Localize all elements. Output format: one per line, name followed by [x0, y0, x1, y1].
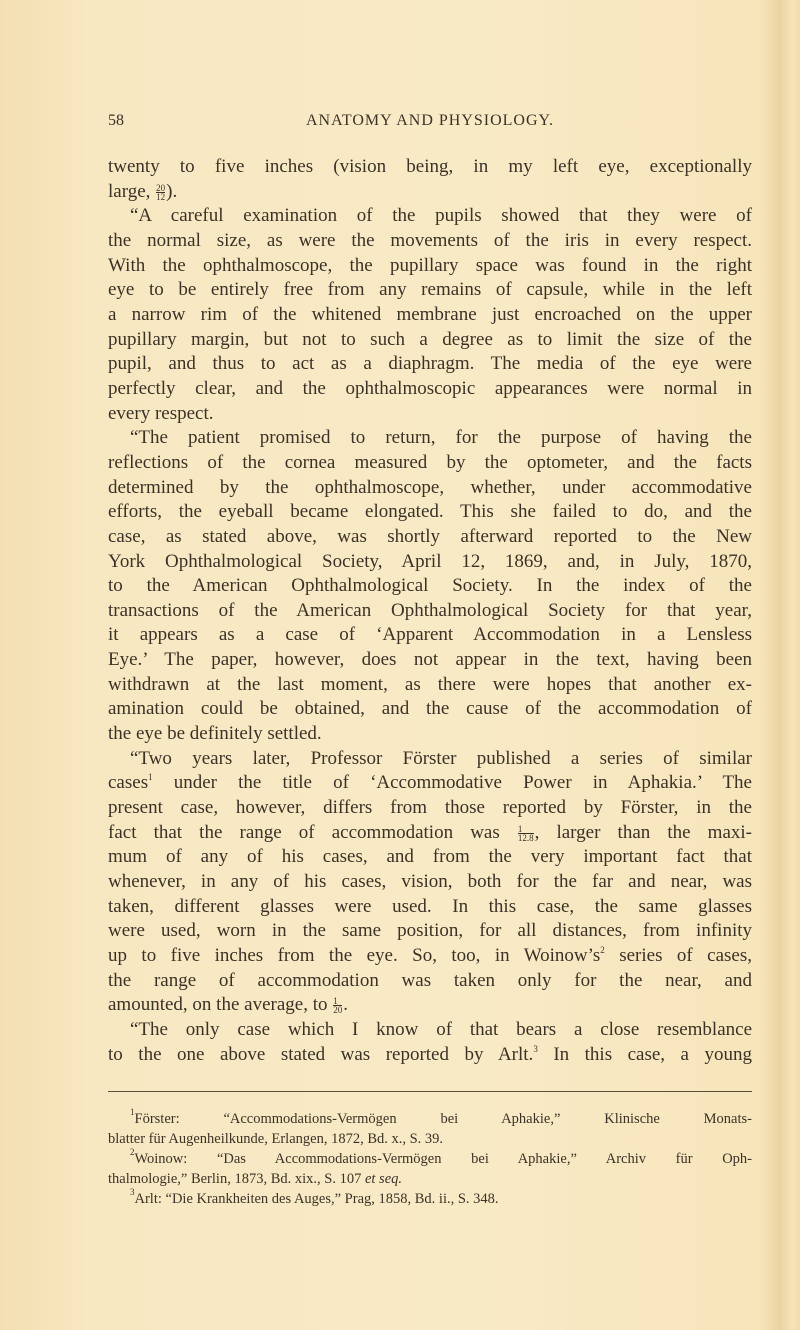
- footnote-line: [108, 1129, 752, 1149]
- text-run: taken, different glasses were used. In this case, the same glasses: [108, 895, 752, 917]
- text-run: mum of any of his cases, and from the very important fact that: [108, 846, 752, 868]
- text-run: fact that the range of accommodation was: [108, 821, 517, 843]
- footnote-marker: 3: [130, 1187, 135, 1197]
- text-line: [108, 402, 752, 427]
- text-line: [108, 155, 752, 180]
- text-line: [108, 944, 752, 969]
- text-line: [108, 697, 752, 722]
- text-run: amounted, on the average, to: [108, 994, 333, 1016]
- text-run: , larger than the maxi-: [534, 821, 752, 843]
- text-run: “Two years later, Professor Förster published a series of similar: [130, 747, 752, 769]
- text-line: [108, 870, 752, 895]
- text-run: series of cases,: [604, 945, 752, 966]
- footnote-marker: 2: [130, 1147, 135, 1157]
- footnote-divider: [108, 1091, 752, 1092]
- text-line: [108, 771, 752, 796]
- fraction-numerator: 20: [156, 182, 166, 193]
- text-run: “The patient promised to return, for the purpose of having the: [130, 427, 752, 449]
- text-run: every respect.: [108, 402, 214, 424]
- text-run: withdrawn at the last moment, as there were hopes that another ex-: [108, 673, 752, 695]
- text-run: perfectly clear, and the ophthalmoscopic appearances were normal in: [108, 377, 752, 399]
- text-run: a narrow rim of the whitened membrane just encroached on the upper: [108, 303, 752, 325]
- page-number: 58: [108, 112, 124, 129]
- text-run: thalmologie,” Berlin, 1873, Bd. xix., S. 107: [108, 1171, 365, 1187]
- text-run: Woinow: “Das Accommodations-Vermögen bei Aphakie,” Archiv für Oph-: [134, 1151, 752, 1167]
- text-line: [108, 204, 752, 229]
- text-run: transactions of the American Ophthalmological Society for that year,: [108, 599, 752, 621]
- text-line: [108, 574, 752, 599]
- footnote-line: [108, 1149, 752, 1169]
- text-line: [108, 623, 752, 648]
- italic-run: et seq.: [364, 1171, 403, 1187]
- text-line: [108, 229, 752, 254]
- text-line: [108, 500, 752, 525]
- text-run: the eye be definitely settled.: [108, 723, 322, 745]
- text-line: [108, 845, 752, 870]
- text-line: [108, 673, 752, 698]
- text-line: [108, 1043, 752, 1068]
- text-run: whenever, in any of his cases, vision, both for the far and near, was: [108, 871, 752, 893]
- text-run: eye to be entirely free from any remains of capsule, while in the left: [108, 279, 752, 301]
- footnote-marker: 2: [600, 945, 605, 955]
- fraction-denominator: 12: [156, 191, 166, 202]
- text-line: [108, 1018, 752, 1043]
- text-line: [108, 821, 752, 846]
- fraction-numerator: 1: [518, 825, 534, 834]
- text-run: twenty to five inches (vision being, in my left eye, exceptionally: [108, 156, 752, 177]
- fraction: [156, 184, 165, 201]
- text-line: [108, 352, 752, 377]
- text-run: present case, however, differs from those reported by Förster, in the: [108, 797, 752, 819]
- text-run: blatter für Augenheilkunde, Erlangen, 1872, Bd. x., S. 39.: [108, 1131, 444, 1147]
- text-line: [108, 377, 752, 402]
- fraction: [518, 825, 534, 842]
- text-run: cases: [108, 772, 149, 794]
- text-line: [108, 722, 752, 747]
- text-line: [108, 747, 752, 772]
- text-line: [108, 796, 752, 821]
- text-run: the normal size, as were the movements of the iris in every respect.: [108, 229, 752, 251]
- footnote-marker: 1: [148, 772, 153, 783]
- text-run: were used, worn in the same position, for all distances, from infinity: [108, 920, 752, 942]
- text-run: under the title of ‘Accommodative Power in Aphakia.’ The: [152, 772, 752, 794]
- text-run: With the ophthalmoscope, the pupillary space was found in the right: [108, 254, 752, 276]
- text-line: [108, 648, 752, 673]
- text-line: [108, 476, 752, 501]
- text-run: pupil, and thus to act as a diaphragm. The media of the eye were: [108, 353, 752, 375]
- fraction: [333, 997, 342, 1014]
- running-header: [108, 112, 752, 136]
- text-line: [108, 919, 752, 944]
- text-run: amination could be obtained, and the cause of the accommodation of: [108, 698, 752, 720]
- footnote-line: [108, 1109, 752, 1129]
- text-run: it appears as a case of ‘Apparent Accommodation in a Lensless: [108, 624, 752, 646]
- text-line: [108, 599, 752, 624]
- text-line: [108, 426, 752, 451]
- text-line: [108, 525, 752, 550]
- fraction-numerator: 1: [333, 997, 342, 1006]
- text-run: Eye.’ The paper, however, does not appear in the text, having been: [108, 649, 752, 671]
- footnote-marker: 3: [533, 1043, 538, 1054]
- text-run: York Ophthalmological Society, April 12, 1869, and, in July, 1870,: [108, 550, 752, 572]
- text-run: large,: [108, 180, 156, 202]
- text-run: determined by the ophthalmoscope, whether, under accommodative: [108, 476, 752, 498]
- text-line: [108, 254, 752, 279]
- text-line: [108, 969, 752, 994]
- text-run: to the one above stated was reported by Arlt.: [108, 1043, 534, 1065]
- text-run: to the American Ophthalmological Society. In the index of the: [108, 575, 752, 597]
- footnote-line: [108, 1169, 752, 1189]
- text-line: [108, 550, 752, 575]
- text-run: case, as stated above, was shortly afterward reported to the New: [108, 525, 752, 547]
- fraction-denominator: 12.8: [517, 832, 534, 843]
- text-run: .: [343, 994, 348, 1016]
- text-run: “A careful examination of the pupils showed that they were of: [130, 205, 752, 227]
- body-text: [108, 155, 752, 1067]
- text-run: reflections of the cornea measured by the optometer, and the facts: [108, 451, 752, 473]
- text-run: efforts, the eyeball became elongated. This she failed to do, and the: [108, 501, 752, 523]
- text-run: pupillary margin, but not to such a degree as to limit the size of the: [108, 328, 752, 350]
- text-line: [108, 993, 752, 1018]
- running-title: ANATOMY AND PHYSIOLOGY.: [305, 112, 555, 129]
- footnote-line: [108, 1189, 752, 1209]
- text-run: up to five inches from the eye. So, too, in Woinow’s: [108, 945, 601, 966]
- text-run: the range of accommodation was taken only for the near, and: [108, 969, 752, 991]
- text-run: ).: [166, 180, 178, 202]
- text-line: [108, 328, 752, 353]
- text-run: “The only case which I know of that bears a close resemblance: [130, 1018, 752, 1040]
- text-line: [108, 180, 752, 205]
- text-line: [108, 451, 752, 476]
- footnote-marker: 1: [130, 1107, 135, 1117]
- text-line: [108, 278, 752, 303]
- fraction-denominator: 20: [333, 1005, 343, 1016]
- text-run: In this case, a young: [537, 1043, 752, 1065]
- text-run: Förster: “Accommodations-Vermögen bei Aphakie,” Klinische Monats-: [134, 1111, 752, 1127]
- text-run: Arlt: “Die Krankheiten des Auges,” Prag, 1858, Bd. ii., S. 348.: [134, 1191, 499, 1207]
- footnotes: [108, 1109, 752, 1209]
- text-line: [108, 895, 752, 920]
- text-line: [108, 303, 752, 328]
